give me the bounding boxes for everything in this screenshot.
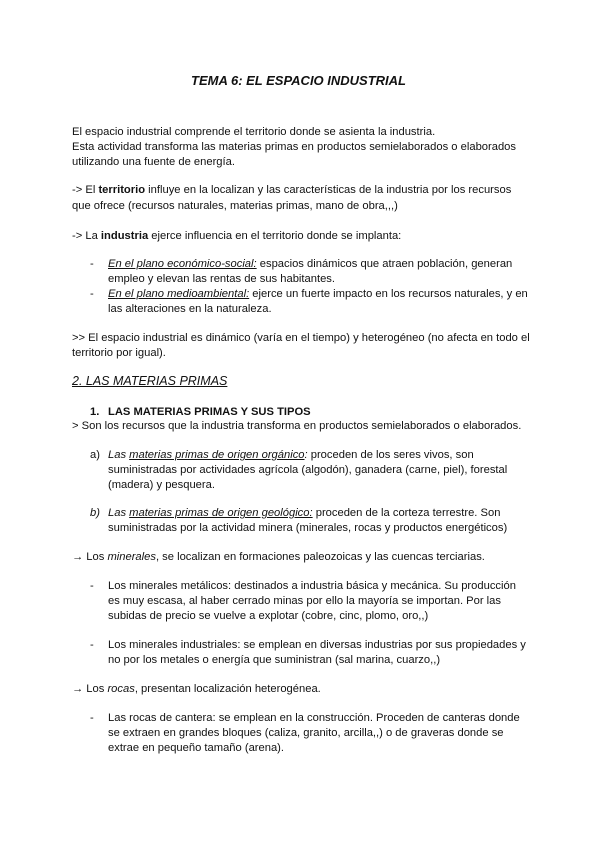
page-title: TEMA 6: EL ESPACIO INDUSTRIAL — [191, 73, 406, 88]
tipo-label: materias primas de origen orgánico — [129, 449, 305, 461]
intro-line: utilizando una fuente de energía. — [72, 156, 235, 168]
plano-label: En el plano económico-social: — [108, 258, 257, 270]
bullet-dash: - — [90, 580, 94, 592]
italic-term: minerales — [107, 551, 156, 563]
paragraph-text: , presentan localización heterogénea. — [134, 683, 321, 695]
tipo-line: suministradas por la actividad minera (minerales, rocas y productos energéticos) — [108, 522, 508, 534]
mineral-line: Los minerales metálicos: destinados a industria básica y mecánica. Su producción — [108, 580, 516, 592]
plano-line2: las alteraciones en la naturaleza. — [108, 303, 272, 315]
roca-line: Las rocas de cantera: se emplean en la construcción. Proceden de canteras donde — [108, 712, 520, 724]
bullet-dash: - — [90, 712, 94, 724]
bullet-dash: - — [90, 639, 94, 651]
plano-text: espacios dinámicos que atraen población, generan — [256, 258, 513, 270]
plano-text: ejerce un fuerte impacto en los recursos naturales, y en — [249, 288, 528, 300]
tipo-lead: Las — [108, 449, 130, 461]
italic-term: rocas — [107, 683, 135, 695]
subsection-title: LAS MATERIAS PRIMAS Y SUS TIPOS — [108, 406, 311, 418]
dinamico-line: >> El espacio industrial es dinámico (varía en el tiempo) y heterogéneo (no afecta en todo el — [72, 332, 530, 344]
bold-term: industria — [100, 230, 149, 242]
tipo-label: materias primas de origen geológico: — [129, 507, 313, 519]
rocas-paragraph — [72, 681, 321, 697]
list-marker: b) — [90, 507, 100, 519]
tipo-line: (madera) y pesquera. — [108, 479, 215, 491]
bold-term: territorio — [98, 184, 146, 196]
territorio-paragraph — [72, 182, 511, 198]
arrow-prefix: → Los — [72, 683, 108, 695]
minerales-paragraph — [72, 549, 485, 565]
plano-item — [108, 256, 512, 272]
tipo-lead: Las — [108, 507, 130, 519]
paragraph-text: influye en la localizan y las características de la industria por los recursos — [145, 184, 512, 196]
roca-line: se extraen en grandes bloques (caliza, granito, arcilla,,) o de graveras donde se — [108, 727, 504, 739]
subsection-text: > Son los recursos que la industria transforma en productos semielaborados o elaborados. — [72, 420, 522, 432]
subsection-number: 1. — [90, 406, 100, 418]
industria-paragraph — [72, 228, 401, 244]
plano-label: En el plano medioambiental: — [108, 288, 250, 300]
territorio-line2: que ofrece (recursos naturales, materias primas, mano de obra,,,) — [72, 200, 398, 212]
mineral-line: subidas de precio se vuelve a explotar (cobre, cinc, plomo, oro,,) — [108, 610, 429, 622]
tipo-tail: proceden de los seres vivos, son — [307, 449, 474, 461]
tipo-tail-colon: : — [304, 449, 308, 461]
paragraph-text: ejerce influencia en el territorio donde se implanta: — [148, 230, 402, 242]
paragraph-text: , se localizan en formaciones paleozoicas y las cuencas terciarias. — [155, 551, 485, 563]
plano-line2: empleo y elevan las rentas de sus habitantes. — [108, 273, 335, 285]
tipo-item — [108, 447, 474, 463]
dinamico-line: territorio por igual). — [72, 347, 166, 359]
bullet-dash: - — [90, 288, 94, 300]
tipo-item — [108, 505, 500, 521]
plano-item — [108, 286, 528, 302]
roca-line: extrae en pequeño tamaño (arena). — [108, 742, 285, 754]
intro-line: El espacio industrial comprende el territorio donde se asienta la industria. — [72, 126, 436, 138]
arrow-prefix: -> La — [72, 230, 101, 242]
bullet-dash: - — [90, 258, 94, 270]
tipo-tail: proceden de la corteza terrestre. Son — [312, 507, 501, 519]
intro-line: Esta actividad transforma las materias primas en productos semielaborados o elaborados — [72, 141, 516, 153]
arrow-prefix: -> El — [72, 184, 99, 196]
tipo-line: suministradas por actividades agrícola (algodón), ganadera (carne, piel), forestal — [108, 464, 508, 476]
mineral-line: es muy escasa, al haber cerrado minas por ello la mayoría se importan. Por las — [108, 595, 501, 607]
mineral-line: no por los metales o energía que suministran (sal marina, cuarzo,,) — [108, 654, 441, 666]
arrow-prefix: → Los — [72, 551, 108, 563]
list-marker: a) — [90, 449, 100, 461]
mineral-line: Los minerales industriales: se emplean en diversas industrias por sus propiedades y — [108, 639, 526, 651]
section-heading: 2. LAS MATERIAS PRIMAS — [72, 374, 228, 388]
